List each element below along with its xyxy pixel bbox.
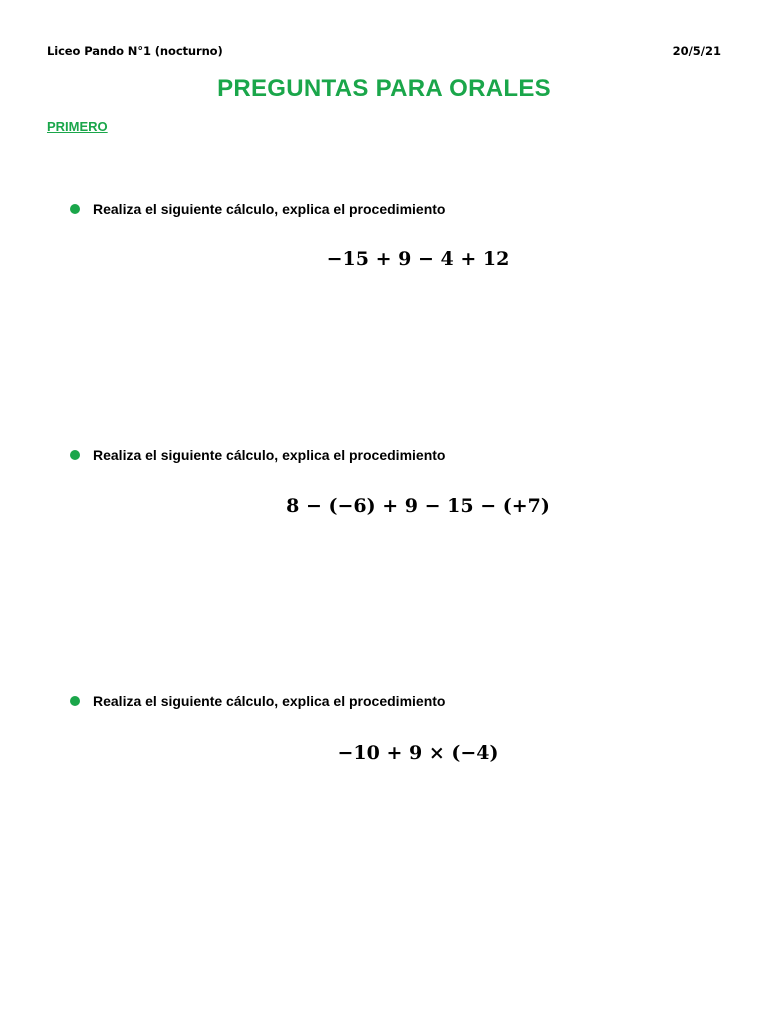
bullet-dot-icon bbox=[70, 696, 80, 706]
question-instruction: Realiza el siguiente cálculo, explica el procedimiento bbox=[93, 201, 446, 217]
question-instruction: Realiza el siguiente cálculo, explica el procedimiento bbox=[93, 447, 446, 463]
section-heading: PRIMERO bbox=[47, 119, 108, 134]
formula-text: 8 − (−6) + 9 − 15 − (+7) bbox=[286, 495, 550, 517]
document-date: 20/5/21 bbox=[672, 44, 721, 58]
math-expression bbox=[0, 495, 768, 517]
formula-text: −15 + 9 − 4 + 12 bbox=[326, 248, 510, 270]
question-instruction: Realiza el siguiente cálculo, explica el procedimiento bbox=[93, 693, 446, 709]
math-expression bbox=[0, 742, 768, 764]
bullet-dot-icon bbox=[70, 204, 80, 214]
page-title: PREGUNTAS PARA ORALES bbox=[217, 75, 551, 102]
school-name: Liceo Pando N°1 (nocturno) bbox=[47, 44, 223, 58]
bullet-dot-icon bbox=[70, 450, 80, 460]
math-expression bbox=[0, 248, 768, 270]
formula-text: −10 + 9 × (−4) bbox=[337, 742, 499, 764]
